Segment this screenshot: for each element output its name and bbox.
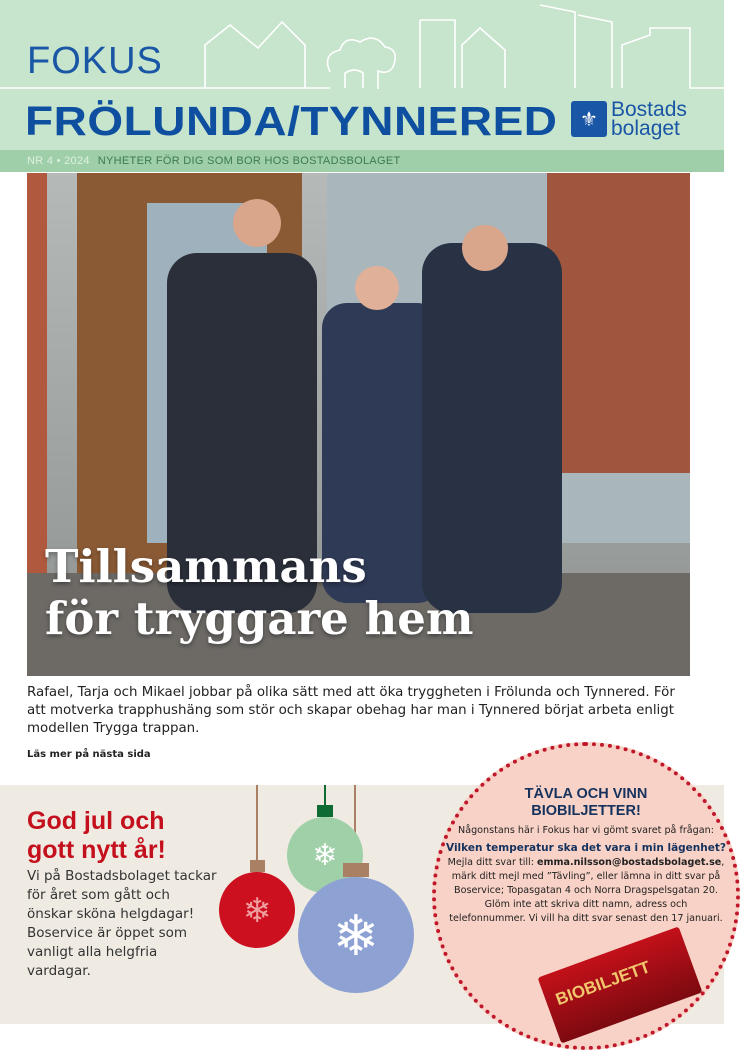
lead-headline xyxy=(45,541,473,645)
movie-ticket-image: BIOBILJETT xyxy=(538,926,703,1043)
masthead xyxy=(0,0,724,150)
christmas-title: God jul och gott nytt år! xyxy=(27,807,166,864)
crest-icon: ⚜ xyxy=(571,101,607,137)
contest-intro: Någonstans här i Fokus har vi gömt svaret på frågan: xyxy=(458,825,714,836)
headline-line1: Tillsammans xyxy=(45,540,367,593)
contest-question: Vilken temperatur ska det vara i min lägenhet? xyxy=(446,842,726,854)
snowflake-icon: ❄ xyxy=(332,904,380,969)
series-name: FOKUS xyxy=(27,40,163,82)
ornaments-illustration xyxy=(210,785,430,1024)
read-more-link[interactable]: Läs mer på nästa sida xyxy=(27,749,151,760)
issue-band xyxy=(0,150,724,172)
christmas-text: Vi på Bostadsbolaget tackar för året som gått och önskar sköna helgdagar! Boservice är öppet som vanligt alla helgfria vardagar. xyxy=(27,868,217,979)
snowflake-icon: ❄ xyxy=(312,838,338,873)
headline-line2: för tryggare hem xyxy=(45,592,474,645)
lead-photo xyxy=(27,173,690,676)
lead-caption: Rafael, Tarja och Mikael jobbar på olika sätt med att öka tryggheten i Frölunda och Tynnered. För att motverka trapphushäng som stör och skapar obehag har man i Tynnered börjat arbeta enligt modellen Trygga trappan. xyxy=(27,685,675,736)
page-title: FRÖLUNDA/TYNNERED xyxy=(25,98,558,144)
contest-title: TÄVLA OCH VINN BIOBILJETTER! xyxy=(524,786,648,819)
contest-body: Mejla ditt svar till: emma.nilsson@bostadsbolaget.se, märk ditt mejl med ”Tävling”, eller lämna in ditt svar på Boservice; Topasgatan 4 och Norra Dragspelsgatan 20. Glöm inte att skriva ditt namn, adress och telefonnummer. Vi vill ha ditt svar senast den 17 januari. xyxy=(447,857,725,924)
snowflake-icon: ❄ xyxy=(242,891,272,931)
logo-line2: bolaget xyxy=(611,117,680,140)
tagline: NYHETER FÖR DIG SOM BOR HOS BOSTADSBOLAGET xyxy=(97,155,401,167)
contest-email-link[interactable]: emma.nilsson@bostadsbolaget.se xyxy=(536,857,722,868)
issue-number: NR 4 • 2024 xyxy=(27,155,90,167)
bostadsbolaget-logo xyxy=(571,100,687,138)
logo-line1: Bostads xyxy=(611,98,687,121)
